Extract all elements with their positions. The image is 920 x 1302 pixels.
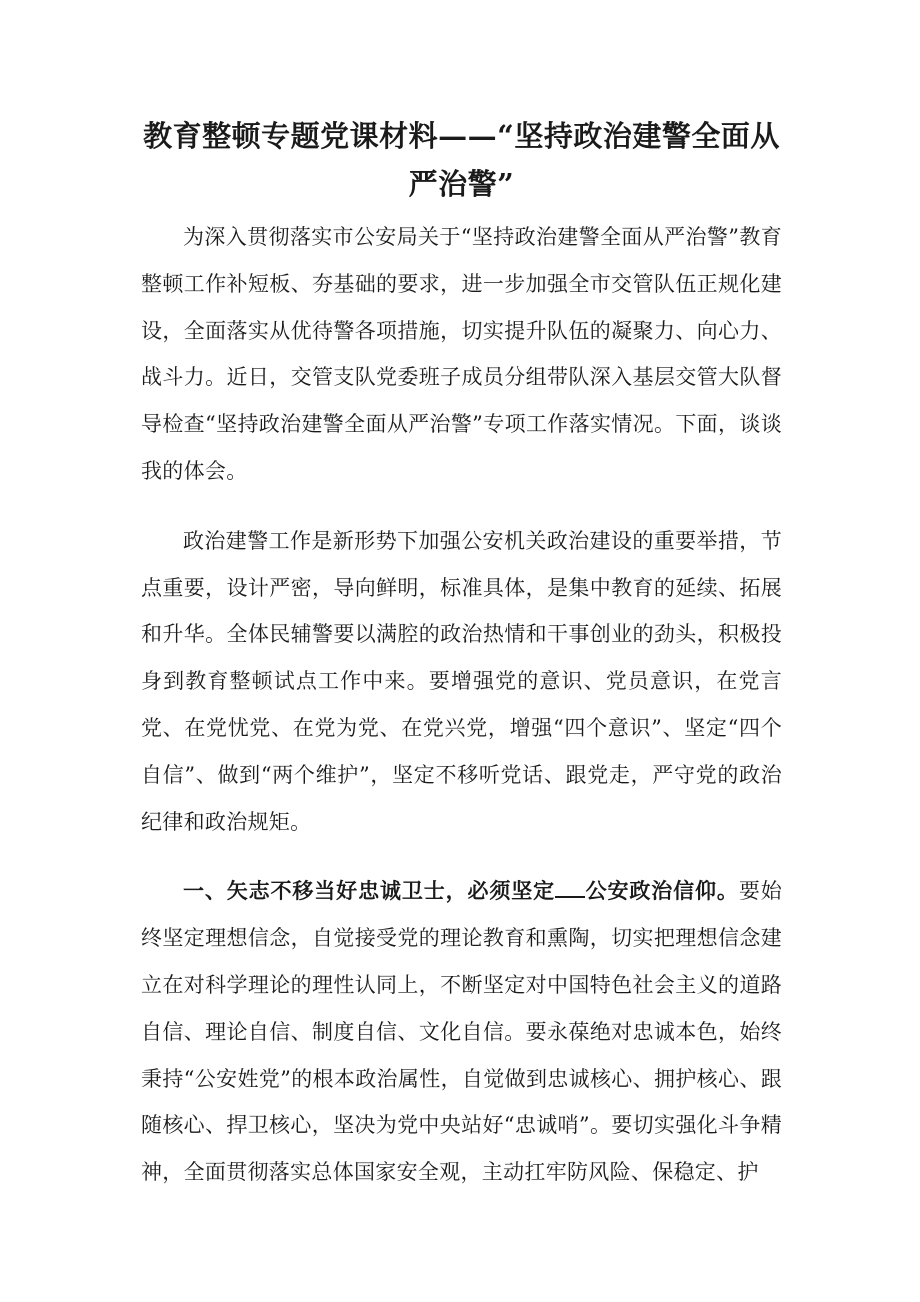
section-one-body: 要始终坚定理想信念，自觉接受党的理论教育和熏陶，切实把理想信念建立在对科学理论的理性认同上，不断坚定对中国特色社会主义的道路自信、理论自信、制度自信、文化自信。要永葆绝对忠诚本色，始终秉持“公安姓党”的根本政治属性，自觉做到忠诚核心、拥护核心、跟随核心、捍卫核心，坚决为党中央站好“忠诚哨”。要切实强化斗争精神，全面贯彻落实总体国家安全观，主动扛牢防风险、保稳定、护: [141, 879, 782, 1185]
paragraph-section-one: [141, 868, 782, 1196]
paragraph-intro: 为深入贯彻落实市公安局关于“坚持政治建警全面从严治警”教育整顿工作补短板、夯基础的要求，进一步加强全市交管队伍正规化建设，全面落实从优待警各项措施，切实提升队伍的凝聚力、向心力、战斗力。近日，交管支队党委班子成员分组带队深入基层交管大队督导检查“坚持政治建警全面从严治警”专项工作落实情况。下面，谈谈我的体会。: [141, 225, 782, 483]
section-one-heading: [183, 878, 739, 903]
paragraph-political-building: 政治建警工作是新形势下加强公安机关政治建设的重要举措，节点重要，设计严密，导向鲜明，标准具体，是集中教育的延续、拓展和升华。全体民辅警要以满腔的政治热情和干事创业的劲头，积极投身到教育整顿试点工作中来。要增强党的意识、党员意识，在党言党、在党忧党、在党为党、在党兴党，增强“四个意识”、坚定“四个自信”、做到“两个维护”，坚定不移听党话、跟党走，严守党的政治纪律和政治规矩。: [141, 528, 782, 834]
fill-in-blank-underline: [555, 878, 585, 898]
section-one-heading-part-2: 公安政治信仰。: [585, 878, 739, 904]
document-title-line-2: 严治警”: [408, 167, 515, 201]
document-title-line-1: 教育整顿专题党课材料——“坚持政治建警全面从: [143, 119, 780, 153]
document-title: [141, 112, 782, 208]
section-one-heading-part-1: 一、矢志不移当好忠诚卫士，必须坚定: [183, 878, 556, 904]
